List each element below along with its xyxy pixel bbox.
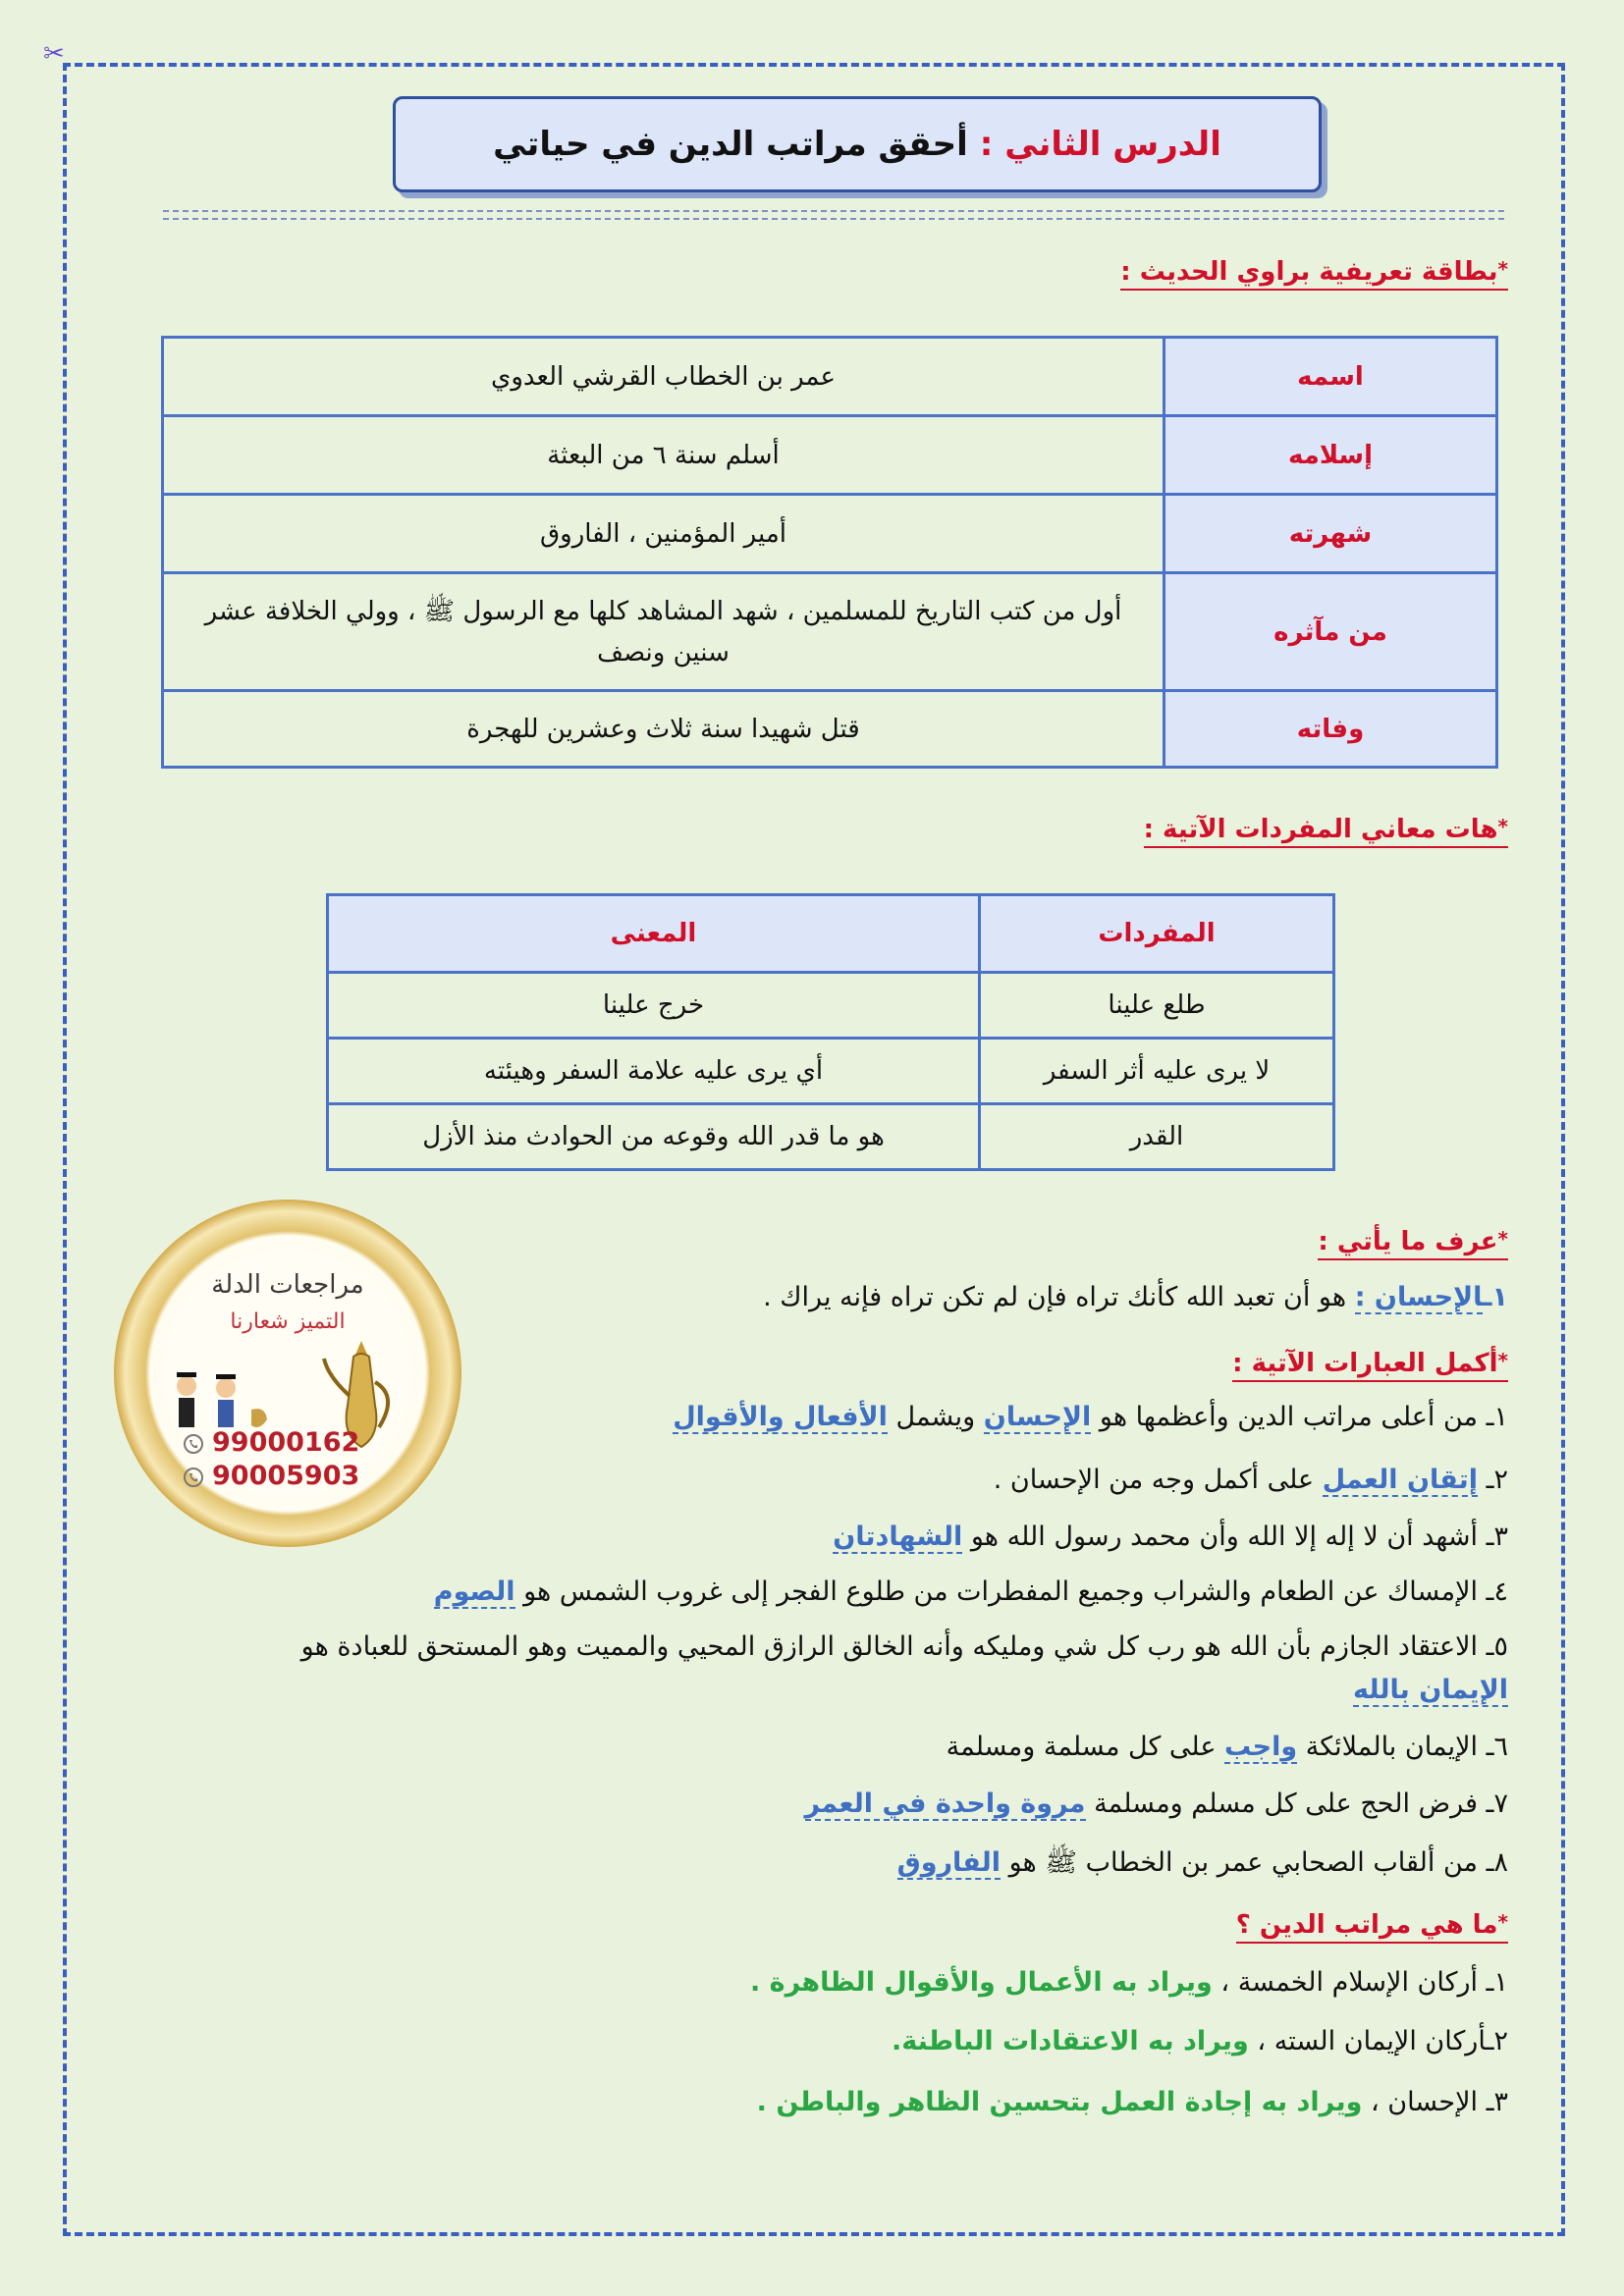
scissors-icon: ✂ [43,39,65,69]
list-item: ٢ـأركان الإيمان السته ، ويراد به الاعتقادات الباطنة. [892,2026,1508,2056]
meaning-cell: هو ما قدر الله وقوعه من الحوادث منذ الأزل [328,1104,980,1170]
graduates-icon [157,1366,275,1435]
definition-line [763,1282,1508,1312]
definition-term: الإحسان : [1354,1282,1484,1312]
list-item-continuation [1353,1675,1508,1705]
phone-number: 90005903 [212,1461,360,1491]
phone-icon [183,1433,204,1455]
answer: مروة واحدة في العمر [804,1789,1086,1819]
row-value: قتل شهيدا سنة ثلاث وعشرين للهجرة [163,691,1164,768]
row-label: وفاته [1164,691,1497,768]
list-item: ٧ـ فرض الحج على كل مسلم ومسلمة مروة واحدة في العمر [804,1789,1508,1819]
list-item: ٨ـ من ألقاب الصحابي عمر بن الخطاب ﷺ هو الفاروق [896,1847,1508,1878]
row-value: عمر بن الخطاب القرشي العدوي [163,338,1164,416]
row-label: شهرته [1164,495,1497,573]
table-row [163,416,1497,495]
answer: الأفعال والأقوال [673,1402,888,1432]
column-header-word: المفردات [980,895,1334,973]
narrator-table [161,336,1498,769]
stamp-logo [114,1200,461,1547]
table-row [328,1104,1334,1170]
meaning-cell: خرج علينا [328,973,980,1039]
row-value: أسلم سنة ٦ من البعثة [163,416,1164,495]
answer: الإحسان [983,1402,1092,1432]
list-item: ٤ـ الإمساك عن الطعام والشراب وجميع المفطرات من طلوع الفجر إلى غروب الشمس هو الصوم [433,1576,1508,1607]
table-row [163,338,1497,416]
definition-number: ١ـ [1483,1282,1508,1312]
list-item: ٦ـ الإيمان بالملائكة واجب على كل مسلمة ومسلمة [946,1732,1508,1762]
list-item: ٣ـ أشهد أن لا إله إلا الله وأن محمد رسول الله هو الشهادتان [833,1522,1508,1552]
definition-text: هو أن تعبد الله كأنك تراه فإن لم تكن تراه فإنه يراك . [763,1282,1347,1312]
word-cell: طلع علينا [980,973,1334,1039]
section-heading-define: *عرف ما يأتي : [1318,1227,1508,1260]
table-row [328,973,1334,1039]
section-heading-complete: *أكمل العبارات الآتية : [1232,1349,1508,1382]
list-item: ١ـ أركان الإسلام الخمسة ، ويراد به الأعمال والأقوال الظاهرة . [750,1967,1508,1998]
vocabulary-table [326,893,1335,1171]
meaning-cell: أي يرى عليه علامة السفر وهيئته [328,1039,980,1104]
answer: الإيمان بالله [1353,1675,1508,1705]
table-row [328,1039,1334,1104]
green-answer: ويراد به الأعمال والأقوال الظاهرة . [750,1967,1213,1998]
table-header-row [328,895,1334,973]
list-item: ٥ـ الاعتقاد الجازم بأن الله هو رب كل شي ومليكه وأنه الخالق الرازق المحيي والمميت وهو المستحق للعبادة هو [300,1631,1508,1662]
list-item: ٣ـ الإحسان ، ويراد به إجادة العمل بتحسين الظاهر والباطن . [756,2087,1508,2117]
lesson-title-box [393,96,1322,192]
phone-number: 99000162 [212,1427,360,1458]
section-heading-narrator: *بطاقة تعريفية براوي الحديث : [1120,257,1508,291]
green-answer: ويراد به الاعتقادات الباطنة. [892,2026,1249,2056]
word-cell: القدر [980,1104,1334,1170]
title-divider [163,210,1504,220]
column-header-meaning: المعنى [328,895,980,973]
table-row [163,495,1497,573]
answer: الفاروق [896,1847,1001,1878]
section-heading-levels: *ما هي مراتب الدين ؟ [1236,1910,1508,1944]
list-item: ٢ـ إتقان العمل على أكمل وجه من الإحسان . [993,1465,1508,1495]
stamp-title: مراجعات الدلة [211,1270,364,1300]
row-value: أول من كتب التاريخ للمسلمين ، شهد المشاهد كلها مع الرسول ﷺ ، وولي الخلافة عشر سنين ونصف [163,573,1164,691]
row-label: اسمه [1164,338,1497,416]
answer: الصوم [433,1576,515,1607]
row-label: من مآثره [1164,573,1497,691]
answer: إتقان العمل [1322,1465,1478,1495]
green-answer: ويراد به إجادة العمل بتحسين الظاهر والباطن . [756,2087,1363,2117]
answer: الشهادتان [833,1522,963,1552]
row-value: أمير المؤمنين ، الفاروق [163,495,1164,573]
list-item: ١ـ من أعلى مراتب الدين وأعظمها هو الإحسان ويشمل الأفعال والأقوال [673,1402,1508,1432]
section-heading-vocabulary: *هات معاني المفردات الآتية : [1144,815,1508,848]
answer: واجب [1224,1732,1298,1762]
row-label: إسلامه [1164,416,1497,495]
lesson-number: الدرس الثاني : [979,125,1221,164]
whatsapp-icon [183,1467,204,1488]
stamp-slogan: التميز شعارنا [230,1309,346,1334]
word-cell: لا يرى عليه أثر السفر [980,1039,1334,1104]
table-row [163,691,1497,768]
table-row [163,573,1497,691]
lesson-title: أحقق مراتب الدين في حياتي [493,125,968,164]
